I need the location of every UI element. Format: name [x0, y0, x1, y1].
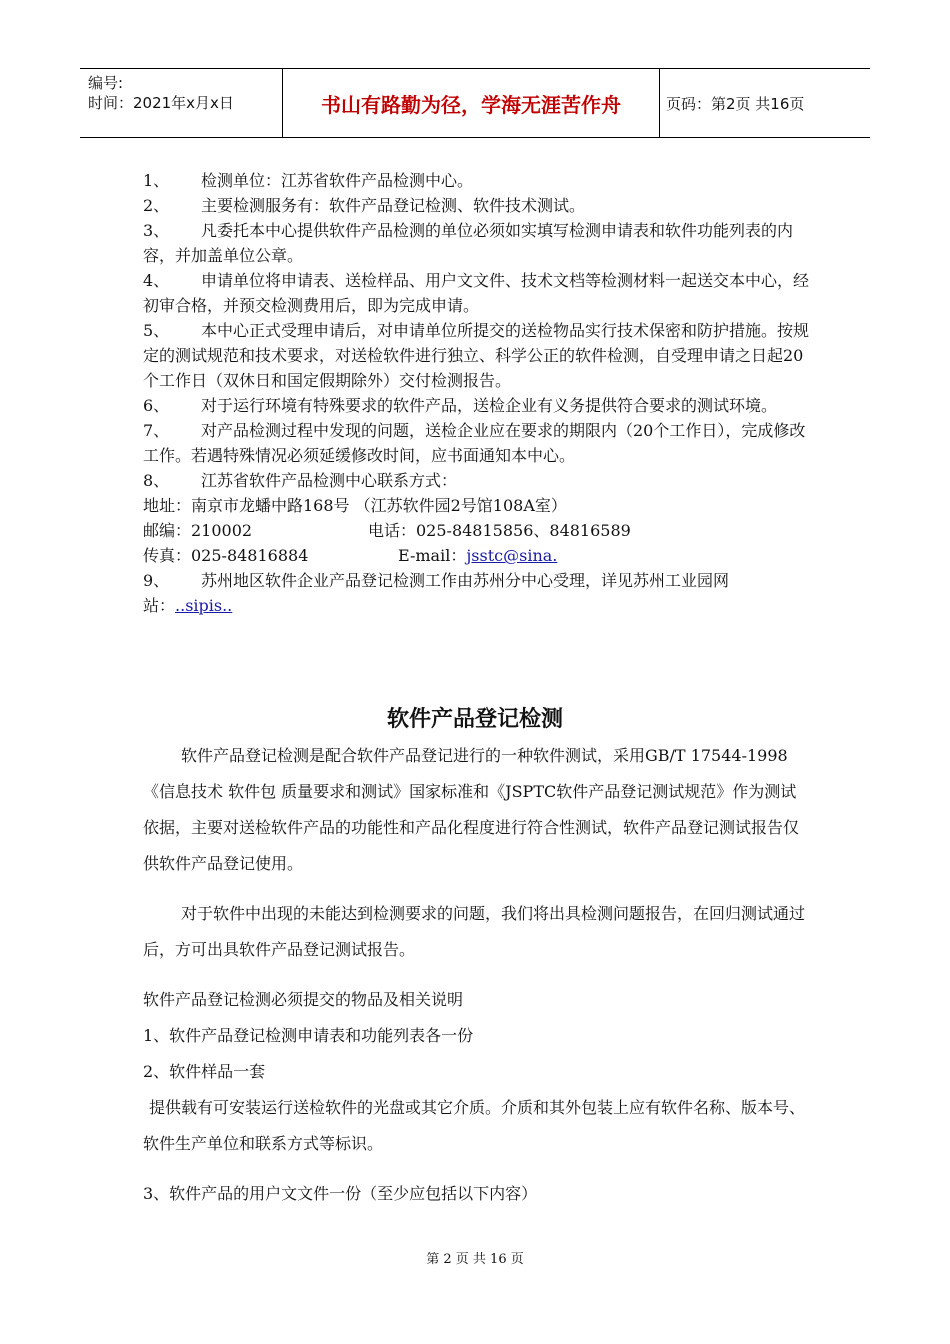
note-2: 2、 主要检测服务有：软件产品登记检测、软件技术测试。 [143, 196, 586, 215]
item-1: 1、软件产品登记检测申请表和功能列表各一份 [143, 1026, 474, 1045]
body-paragraph-2: 对于软件中出现的未能达到检测要求的问题，我们将出具检测问题报告，在回归测试通过后，方可出具软件产品登记测试报告。 [143, 904, 806, 959]
contact-phone: 电话：025-84815856、84816589 [368, 521, 631, 540]
item-2: 2、软件样品一套 [143, 1062, 266, 1081]
note-1: 1、 检测单位：江苏省软件产品检测中心。 [143, 171, 474, 190]
doc-number-label: 编号: [88, 74, 124, 92]
section-title: 软件产品登记检测 [386, 707, 563, 732]
contact-address: 地址：南京市龙蟠中路168号 （江苏软件园2号馆108A室） [143, 496, 567, 515]
item-2-description: 提供载有可安装运行送检软件的光盘或其它介质。介质和其外包装上应有软件名称、版本号、软件生产单位和联系方式等标识。 [143, 1098, 806, 1153]
note-7: 7、 对产品检测过程中发现的问题，送检企业应在要求的期限内（20个工作日），完成修改工作。若遇特殊情况必须延缓修改时间，应书面通知本中心。 [143, 421, 806, 465]
note-8: 8、 江苏省软件产品检测中心联系方式： [143, 471, 458, 490]
header-meta [88, 73, 234, 113]
sipis-link[interactable]: ..sipis.. [175, 596, 233, 615]
email-link[interactable]: jsstc@sina. [466, 546, 558, 565]
doc-time: 时间：2021年x月x日 [88, 94, 234, 112]
contact-postcode: 邮编：210002 [143, 521, 253, 540]
registration-section [143, 738, 809, 1212]
note-4: 4、 申请单位将申请表、送检样品、用户文文件、技术文档等检测材料一起送交本中心，经初审合格，并预交检测费用后，即为完成申请。 [143, 271, 810, 315]
notes-section [143, 168, 809, 618]
note-6: 6、 对于运行环境有特殊要求的软件产品，送检企业有义务提供符合要求的测试环境。 [143, 396, 778, 415]
items-heading: 软件产品登记检测必须提交的物品及相关说明 [143, 990, 464, 1009]
contact-fax: 传真：025-84816884 [143, 546, 309, 565]
contact-postcode-phone [143, 518, 809, 543]
note-5: 5、 本中心正式受理申请后，对申请单位所提交的送检物品实行技术保密和防护措施。按规定的测试规范和技术要求，对送检软件进行独立、科学公正的软件检测，自受理申请之日起20个工作日（双休日和国定假期除外）交付检测报告。 [143, 321, 810, 390]
note-9: 9、 苏州地区软件企业产品登记检测工作由苏州分中心受理，详见苏州工业园网站：..sipis.. [143, 571, 730, 615]
header-page-info: 页码：第2页 共16页 [666, 94, 805, 113]
contact-fax-email [143, 543, 809, 568]
page-footer: 第 2 页 共 16 页 [426, 1252, 524, 1267]
note-3: 3、 凡委托本中心提供软件产品检测的单位必须如实填写检测申请表和软件功能列表的内容，并加盖单位公章。 [143, 221, 794, 265]
header-motto: 书山有路勤为径，学海无涯苦作舟 [282, 69, 660, 137]
item-3: 3、软件产品的用户文文件一份（至少应包括以下内容） [143, 1184, 538, 1203]
page-header [80, 68, 870, 138]
body-paragraph-1: 软件产品登记检测是配合软件产品登记进行的一种软件测试，采用GB/T 17544-1998 《信息技术 软件包 质量要求和测试》国家标准和《JSPTC软件产品登记测试规范》作为测试依据，主要对送检软件产品的功能性和产品化程度进行符合性测试，软件产品登记测试报告仅供软件产品登记使用。 [143, 746, 800, 873]
contact-email-label: E-mail： [398, 546, 467, 565]
